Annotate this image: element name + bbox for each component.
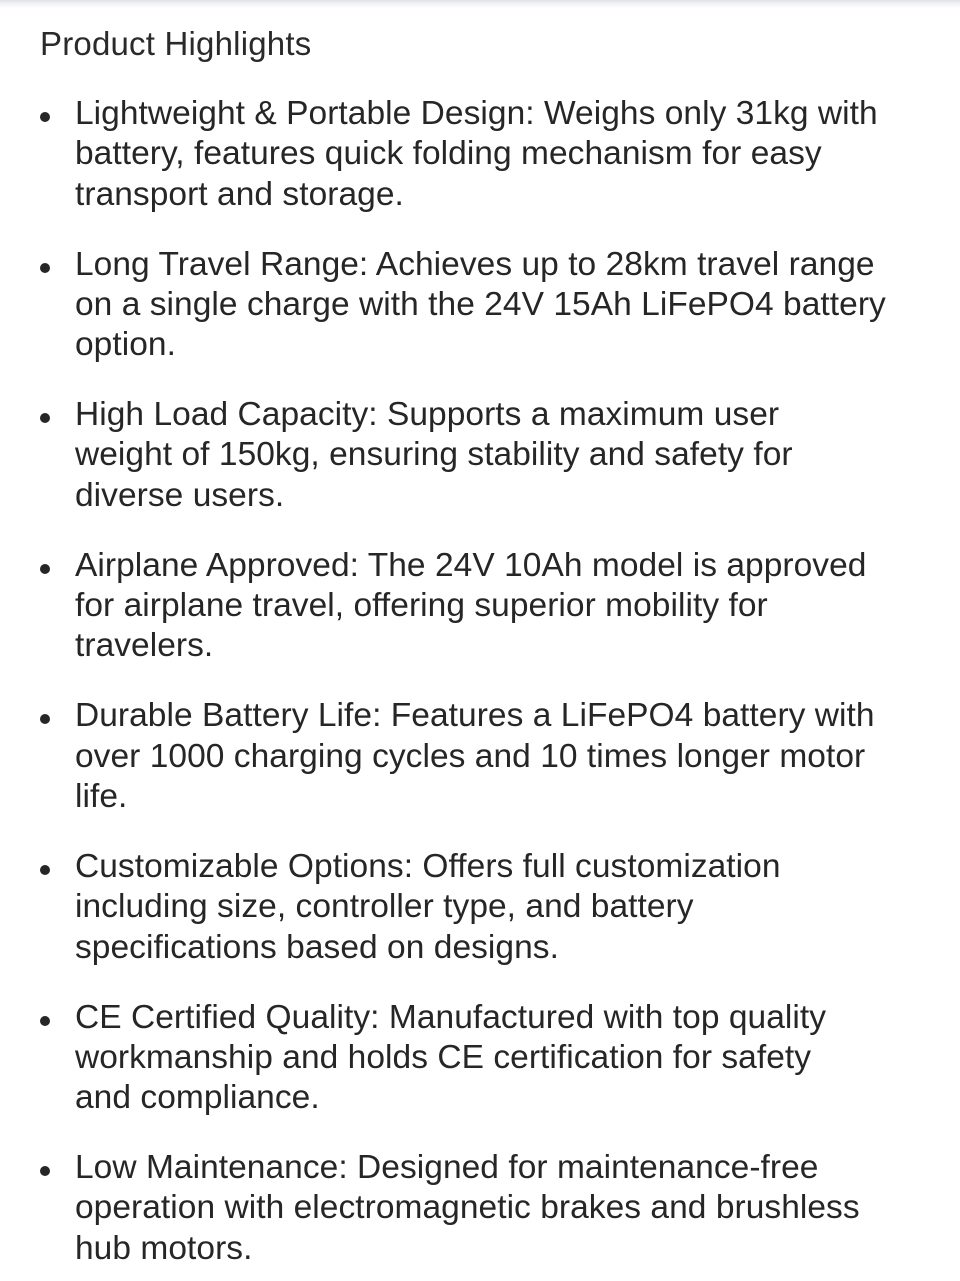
- highlight-text: CE Certified Quality: Manufactured with top quality workmanship and holds CE certification for safety and compliance.: [75, 998, 827, 1117]
- highlight-text: High Load Capacity: Supports a maximum user weight of 150kg, ensuring stability and safety for diverse users.: [75, 396, 793, 514]
- bullet-icon: [40, 413, 50, 423]
- highlight-item: [0, 395, 960, 546]
- highlight-text: Airplane Approved: The 24V 10Ah model is approved for airplane travel, offering superior mobility for travelers.: [75, 546, 867, 665]
- highlight-item: [0, 1148, 960, 1281]
- highlight-text: Lightweight & Portable Design: Weighs only 31kg with battery, features quick folding mechanism for easy transport and storage.: [75, 95, 878, 213]
- highlight-item: [0, 998, 960, 1149]
- highlight-item: [0, 847, 960, 998]
- highlight-text: Customizable Options: Offers full customization including size, controller type, and battery specifications based on designs.: [75, 847, 781, 966]
- highlight-item: [0, 94, 960, 245]
- bullet-icon: [40, 865, 50, 875]
- section-title: Product Highlights: [40, 25, 312, 62]
- highlights-list: [0, 94, 960, 1281]
- bullet-icon: [40, 564, 50, 574]
- highlight-text: Low Maintenance: Designed for maintenance-free operation with electromagnetic brakes and brushless hub motors.: [75, 1149, 860, 1267]
- bullet-icon: [40, 263, 50, 273]
- top-edge-shadow: [0, 0, 960, 8]
- bullet-icon: [40, 1016, 50, 1026]
- bullet-icon: [40, 1166, 50, 1176]
- highlight-item: [0, 696, 960, 847]
- bullet-icon: [40, 714, 50, 724]
- bullet-icon: [40, 112, 50, 122]
- highlight-text: Long Travel Range: Achieves up to 28km travel range on a single charge with the 24V 15Ah LiFePO4 battery option.: [75, 245, 886, 364]
- highlight-item: [0, 546, 960, 697]
- highlight-item: [0, 245, 960, 396]
- highlight-text: Durable Battery Life: Features a LiFePO4 battery with over 1000 charging cycles and 10 times longer motor life.: [75, 697, 875, 815]
